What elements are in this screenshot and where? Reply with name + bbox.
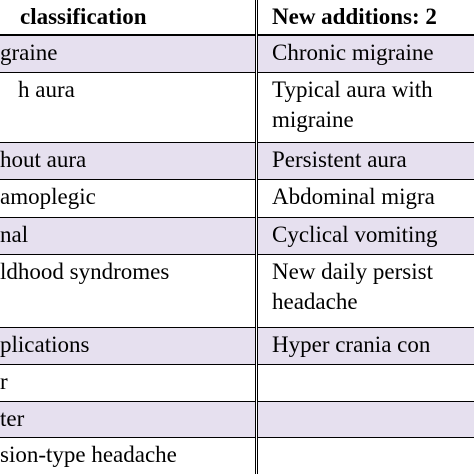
row-new-addition [257,365,474,401]
row-classification: amoplegic [0,184,96,209]
table-row [0,438,474,474]
row-new-addition [257,402,474,437]
row-new-addition [257,73,474,142]
row-classification: plications [0,332,90,357]
table-row [0,73,474,143]
table-row [0,328,474,365]
row-classification: r [0,369,8,394]
row-classification: sion-type headache [0,442,177,467]
table-row [0,143,474,180]
row-new-addition: Cyclical vomiting [272,222,438,247]
row-new-addition-line1: New daily persist [272,259,433,284]
row-new-addition-line2: migraine [272,107,354,132]
table-row [0,255,474,328]
table-row [0,36,474,73]
row-classification: hout aura [0,147,87,172]
table-header [0,0,474,36]
row-new-addition: Abdominal migra [272,184,435,209]
row-classification: nal [0,222,29,247]
row-classification: ter [0,406,25,431]
column-divider [255,0,258,474]
table-row [0,180,474,218]
row-new-addition-line2: headache [272,289,358,314]
row-classification: h aura [18,77,75,102]
header-classification: classification [20,4,147,29]
row-new-addition: Persistent aura [272,147,407,172]
row-classification: ldhood syndromes [0,259,170,284]
row-new-addition-line1: Typical aura with [272,77,433,102]
row-new-addition [257,438,474,474]
row-new-addition: Hyper crania con [272,332,431,357]
table-row [0,218,474,255]
table-row [0,402,474,438]
row-new-addition [257,255,474,327]
table-row [0,365,474,402]
row-classification: graine [0,40,58,65]
row-new-addition: Chronic migraine [272,40,434,65]
header-new-additions: New additions: 2 [272,4,437,29]
